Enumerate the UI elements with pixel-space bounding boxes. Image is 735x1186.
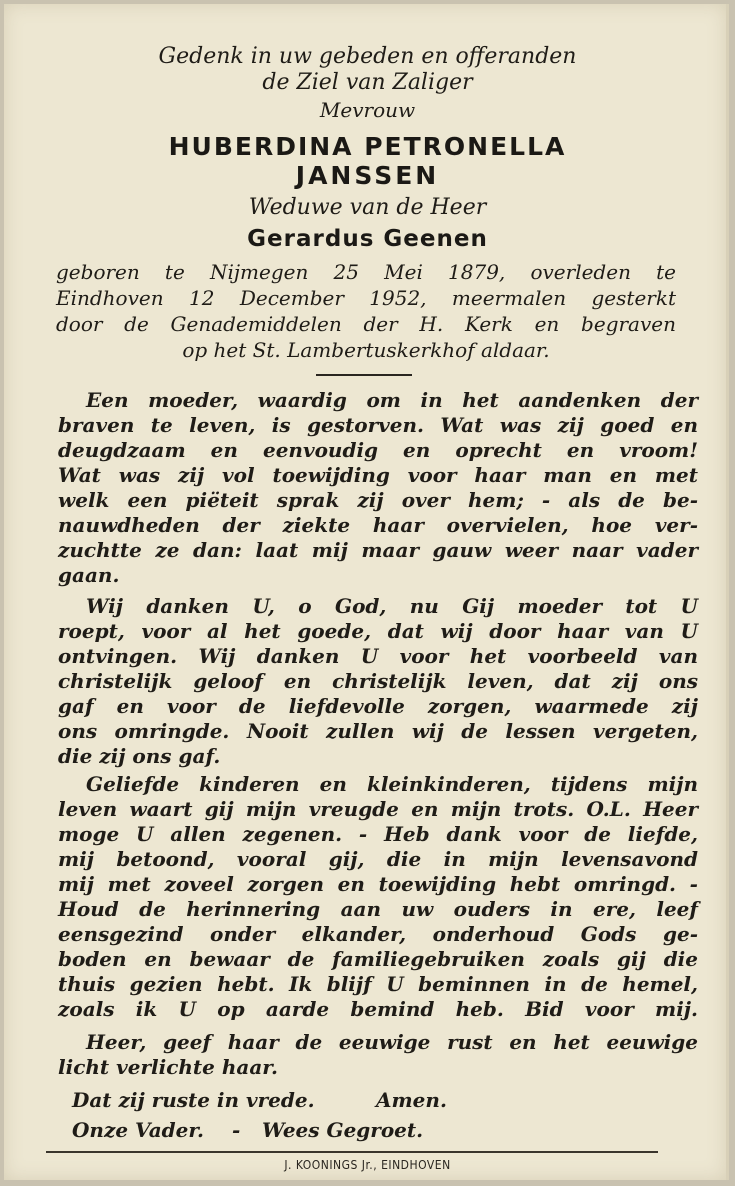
deceased-first-names: HUBERDINA PETRONELLA (168, 132, 567, 161)
body-line: Een moeder, waardig om in het aandenken der (86, 388, 698, 412)
divider-rule (316, 374, 412, 376)
body-line: zuchtte ze dan: laat mij maar gauw weer naar vader (58, 538, 698, 562)
deceased-surname: JANSSEN (295, 161, 440, 190)
body-line: gaan. (58, 563, 120, 587)
body-line: gaf en voor de liefdevolle zorgen, waarmede zij (58, 694, 698, 718)
body-line: ons omringde. Nooit zullen wij de lessen vergeten, (58, 719, 698, 743)
closing-rest-text: Dat zij ruste in vrede. (72, 1088, 315, 1112)
body-line: eensgezind onder elkander, onderhoud Gods ge- (58, 922, 698, 946)
bio-line: door de Genademiddelen der H. Kerk en begraven (56, 312, 676, 336)
body-line: nauwdheden der ziekte haar overvielen, hoe ver- (58, 513, 698, 537)
body-line: roept, voor al het goede, dat wij door haar van U (58, 619, 698, 643)
body-line: Wij danken U, o God, nu Gij moeder tot U (86, 594, 698, 618)
body-line: Houd de herinnering aan uw ouders in ere, leef (58, 897, 698, 921)
body-line: mij betoond, vooral gij, die in mijn levensavond (58, 847, 698, 871)
bio-line: Eindhoven 12 December 1952, meermalen gesterkt (56, 286, 676, 310)
bottom-rule (46, 1151, 658, 1153)
body-line: leven waart gij mijn vreugde en mijn trots. O.L. Heer (58, 797, 698, 821)
relation-text: Weduwe van de Heer (248, 195, 487, 220)
header-title-mevrouw: Mevrouw (319, 98, 416, 122)
body-line: zoals ik U op aarde bemind heb. Bid voor mij. (58, 997, 698, 1021)
body-line: boden en bewaar de familiegebruiken zoals gij die (58, 947, 698, 971)
printer-imprint: J. KOONINGS Jr., EINDHOVEN (284, 1158, 451, 1172)
closing-amen-text: Amen. (376, 1088, 447, 1112)
prayer-wees-gegroet: Wees Gegroet. (262, 1118, 424, 1142)
spouse-name: Gerardus Geenen (247, 226, 488, 252)
body-line: Geliefde kinderen en kleinkinderen, tijdens mijn (86, 772, 698, 796)
body-line: ontvingen. Wij danken U voor het voorbeeld van (58, 644, 698, 668)
body-line: Heer, geef haar de eeuwige rust en het eeuwige (86, 1030, 698, 1054)
body-line: mij met zoveel zorgen en toewijding hebt omringd. - (58, 872, 698, 896)
body-line: deugdzaam en eenvoudig en oprecht en vroom! (58, 438, 698, 462)
body-line: moge U allen zegenen. - Heb dank voor de liefde, (58, 822, 698, 846)
body-line: Wat was zij vol toewijding voor haar man en met (58, 463, 698, 487)
body-line: thuis gezien hebt. Ik blijf U beminnen in de hemel, (58, 972, 698, 996)
bio-line: geboren te Nijmegen 25 Mei 1879, overleden te (56, 260, 676, 284)
body-line: die zij ons gaf. (58, 744, 221, 768)
body-line: welk een piëteit sprak zij over hem; - als de be- (58, 488, 698, 512)
body-line: christelijk geloof en christelijk leven, dat zij ons (58, 669, 698, 693)
body-line: braven te leven, is gestorven. Wat was zij goed en (58, 413, 698, 437)
body-line: licht verlichte haar. (58, 1055, 278, 1079)
header-line-1: Gedenk in uw gebeden en offeranden (158, 44, 577, 69)
prayer-separator: - (232, 1118, 241, 1142)
prayer-onze-vader: Onze Vader. (72, 1118, 205, 1142)
bio-line: op het St. Lambertuskerkhof aldaar. (182, 338, 550, 362)
header-line-2: de Ziel van Zaliger (262, 70, 473, 95)
